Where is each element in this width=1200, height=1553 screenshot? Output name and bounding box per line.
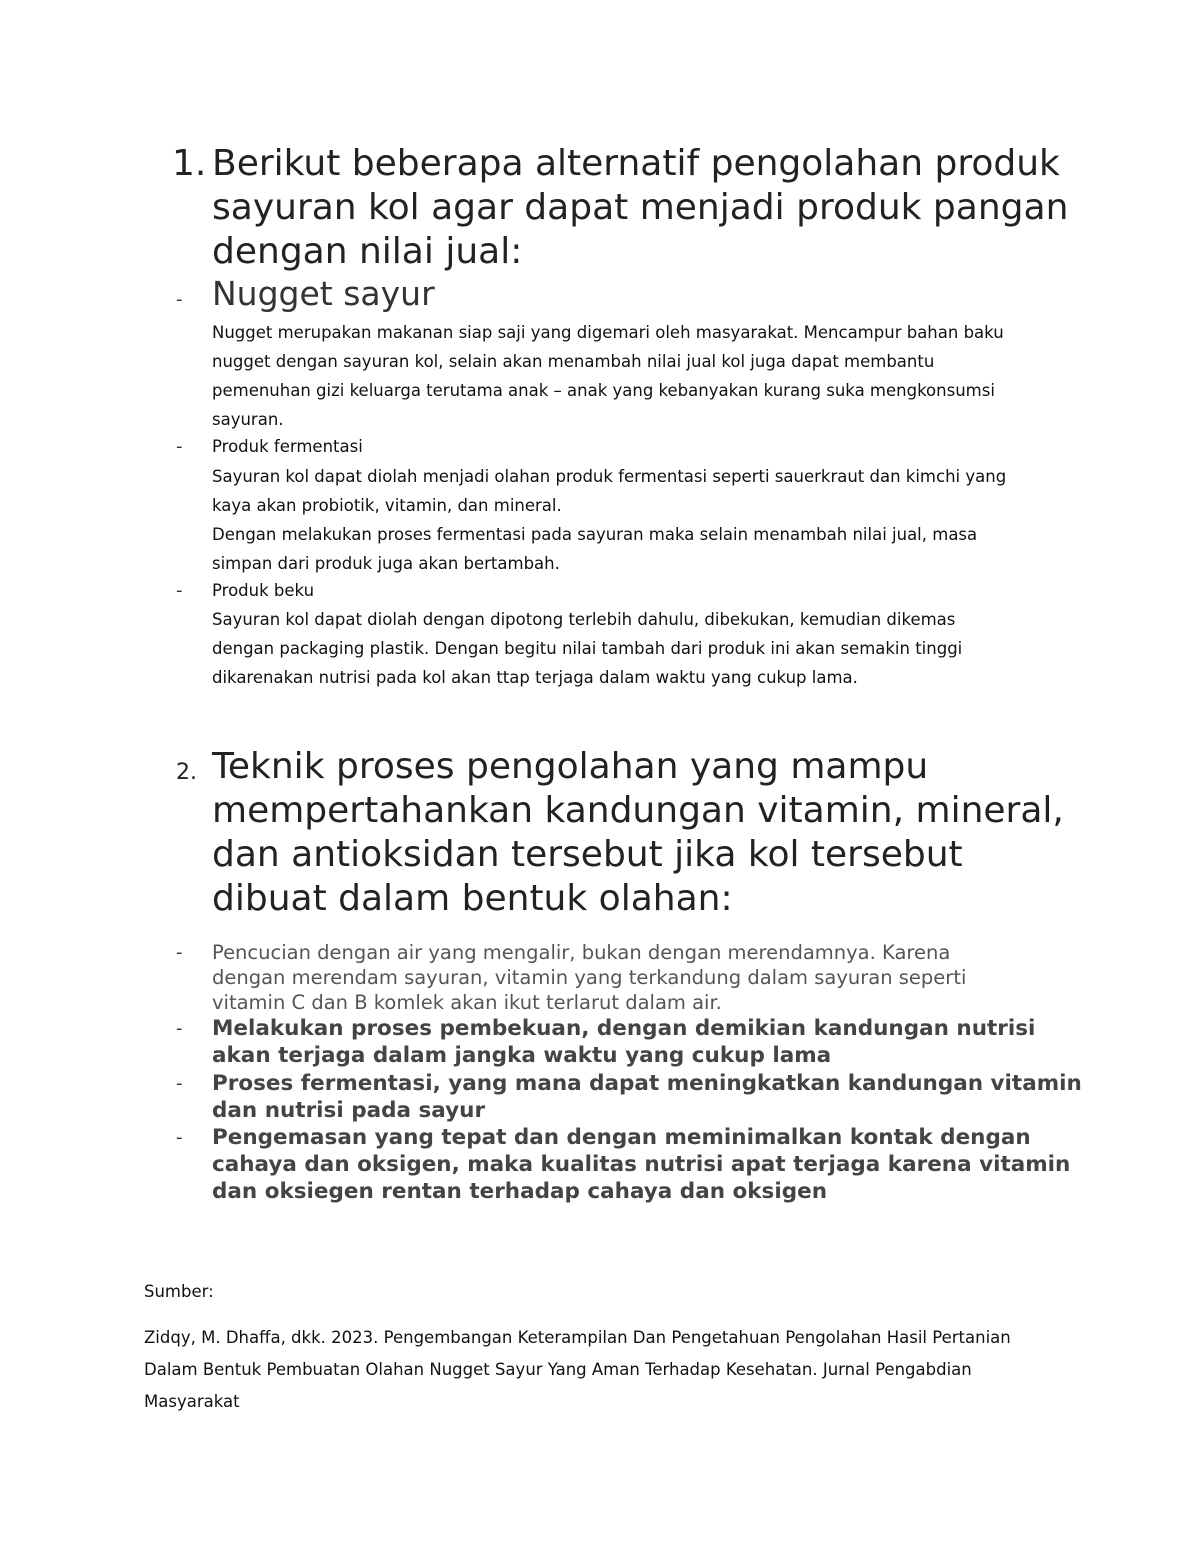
body-line: sayuran.: [212, 410, 284, 429]
body-line: Pencucian dengan air yang mengalir, bukan dengan merendamnya. Karena: [212, 941, 951, 964]
body-line: kaya akan probiotik, vitamin, dan mineral.: [212, 496, 562, 515]
body-line: Nugget merupakan makanan siap saji yang digemari oleh masyarakat. Mencampur bahan baku: [212, 323, 1004, 342]
body-line: dan oksiegen rentan terhadap cahaya dan oksigen: [212, 1179, 828, 1204]
heading-line: mempertahankan kandungan vitamin, mineral,: [212, 790, 1064, 831]
section-2-number: 2.: [176, 760, 197, 785]
source-reference: [144, 1322, 1011, 1418]
item-title-nugget: Nugget sayur: [212, 274, 435, 313]
reference-line: Masyarakat: [144, 1392, 240, 1411]
body-line: Pengemasan yang tepat dan dengan meminimalkan kontak dengan: [212, 1125, 1031, 1150]
reference-line: Dalam Bentuk Pembuatan Olahan Nugget Sayur Yang Aman Terhadap Kesehatan. Jurnal Pengabdian: [144, 1360, 972, 1379]
body-line: pemenuhan gizi keluarga terutama anak – anak yang kebanyakan kurang suka mengkonsumsi: [212, 381, 995, 400]
body-line: dan nutrisi pada sayur: [212, 1098, 486, 1123]
body-line: Melakukan proses pembekuan, dengan demikian kandungan nutrisi: [212, 1016, 1036, 1041]
heading-line: dan antioksidan tersebut jika kol tersebut: [212, 834, 963, 875]
list-bullet: -: [176, 436, 183, 457]
body-line: akan terjaga dalam jangka waktu yang cukup lama: [212, 1043, 832, 1068]
technique-washing: [212, 940, 966, 1015]
list-bullet: -: [176, 1018, 183, 1039]
item-body-nugget: [212, 318, 1004, 434]
heading-line: Berikut beberapa alternatif pengolahan produk: [212, 143, 1060, 184]
item-title-fermentasi: Produk fermentasi: [212, 437, 363, 456]
body-line: dengan packaging plastik. Dengan begitu nilai tambah dari produk ini akan semakin tinggi: [212, 639, 963, 658]
section-2-heading: [212, 745, 1064, 921]
body-line: dikarenakan nutrisi pada kol akan ttap terjaga dalam waktu yang cukup lama.: [212, 668, 858, 687]
body-line: Sayuran kol dapat diolah menjadi olahan produk fermentasi seperti sauerkraut dan kimchi yang: [212, 467, 1007, 486]
section-1-heading: [212, 142, 1068, 274]
heading-line: Teknik proses pengolahan yang mampu: [212, 746, 929, 787]
heading-line: dengan nilai jual:: [212, 231, 523, 272]
section-1-number: 1.: [172, 143, 207, 184]
list-bullet: -: [176, 1073, 183, 1094]
item-title-beku: Produk beku: [212, 581, 315, 600]
list-bullet: -: [176, 942, 183, 963]
body-line: Proses fermentasi, yang mana dapat meningkatkan kandungan vitamin: [212, 1071, 1082, 1096]
heading-line: dibuat dalam bentuk olahan:: [212, 878, 733, 919]
body-line: nugget dengan sayuran kol, selain akan menambah nilai jual kol juga dapat membantu: [212, 352, 935, 371]
item-body-fermentasi: [212, 462, 1006, 578]
reference-line: Zidqy, M. Dhaffa, dkk. 2023. Pengembangan Keterampilan Dan Pengetahuan Pengolahan Hasil Pertanian: [144, 1328, 1011, 1347]
technique-fermentation: [212, 1070, 1082, 1124]
body-line: Dengan melakukan proses fermentasi pada sayuran maka selain menambah nilai jual, masa: [212, 525, 978, 544]
body-line: dengan merendam sayuran, vitamin yang terkandung dalam sayuran seperti: [212, 966, 967, 989]
list-bullet: -: [176, 1127, 183, 1148]
source-label: Sumber:: [144, 1282, 214, 1301]
technique-freezing: [212, 1015, 1035, 1069]
heading-line: sayuran kol agar dapat menjadi produk pangan: [212, 187, 1069, 228]
body-line: cahaya dan oksigen, maka kualitas nutrisi apat terjaga karena vitamin: [212, 1152, 1071, 1177]
technique-packaging: [212, 1124, 1070, 1205]
list-bullet: -: [176, 580, 183, 601]
body-line: simpan dari produk juga akan bertambah.: [212, 554, 560, 573]
item-body-beku: [212, 605, 962, 692]
list-bullet: -: [176, 289, 183, 310]
body-line: Sayuran kol dapat diolah dengan dipotong terlebih dahulu, dibekukan, kemudian dikemas: [212, 610, 956, 629]
body-line: vitamin C dan B komlek akan ikut terlarut dalam air.: [212, 991, 722, 1014]
